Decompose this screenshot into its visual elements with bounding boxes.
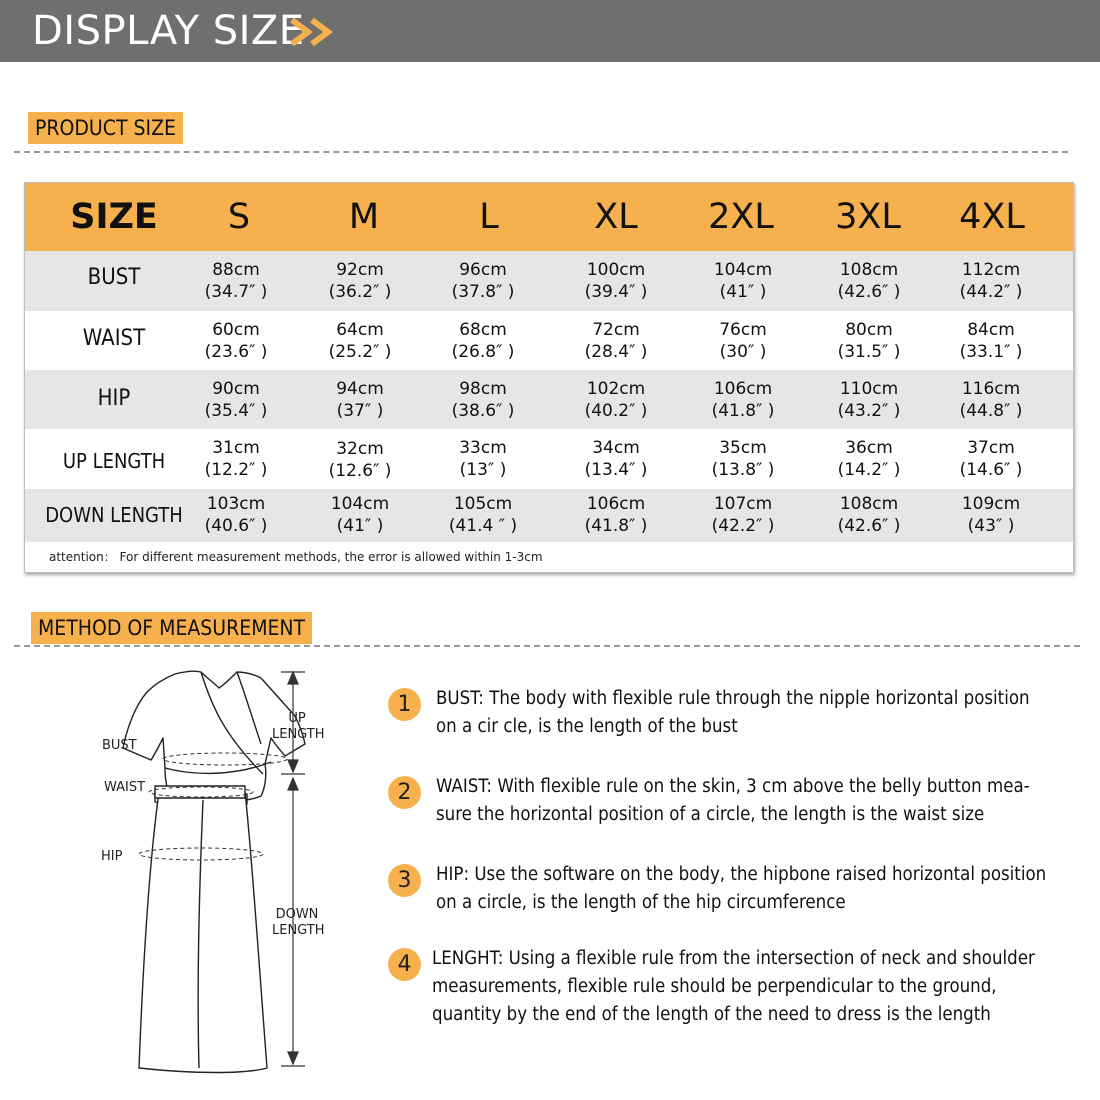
table-row-bust [25, 251, 1073, 311]
figure-label-hip: HIP [101, 849, 123, 864]
table-cell: 88cm (34.7″ ) [204, 260, 268, 302]
method-text: HIP: Use the software on the body, the hipbone raised horizontal position on a circle, is the length of the hip circumference [436, 864, 1047, 913]
table-row-waist [25, 311, 1073, 370]
table-cell: 104cm (41″ ) [330, 494, 390, 536]
size-table [24, 182, 1074, 573]
header-size: SIZE [70, 197, 158, 237]
table-cell: 102cm (40.2″ ) [584, 379, 648, 421]
method-text: BUST: The body with flexible rule through the nipple horizontal position on a cir cle, is the length of the bust [436, 688, 1030, 737]
section-divider [14, 645, 1080, 647]
table-cell: 72cm (28.4″ ) [584, 320, 648, 362]
table-cell: 100cm (39.4″ ) [584, 260, 648, 302]
step-number-badge: 3 [388, 864, 421, 897]
header-l: L [479, 197, 499, 237]
table-cell: 90cm (35.4″ ) [204, 379, 268, 421]
table-cell: 107cm (42.2″ ) [711, 494, 775, 536]
table-cell: 64cm (25.2″ ) [328, 320, 392, 362]
display-size-banner [0, 0, 1100, 62]
header-xl: XL [594, 197, 638, 237]
table-row-hip [25, 370, 1073, 429]
figure-label-bust: BUST [102, 738, 137, 753]
header-4xl: 4XL [959, 197, 1025, 237]
table-cell: 116cm (44.8″ ) [959, 379, 1023, 421]
table-row-up-length [25, 429, 1073, 489]
attention-note: attention： For different measurement methods, the error is allowed within 1-3cm [49, 550, 543, 564]
table-cell: 37cm (14.6″ ) [959, 438, 1023, 480]
header-2xl: 2XL [708, 197, 774, 237]
double-chevron-icon [288, 17, 340, 47]
table-cell: 68cm (26.8″ ) [451, 320, 515, 362]
step-number-badge: 2 [388, 776, 421, 809]
table-cell: 92cm (36.2″ ) [328, 260, 392, 302]
table-cell: 76cm (30″ ) [719, 320, 767, 362]
table-cell: 108cm (42.6″ ) [837, 494, 901, 536]
table-cell: 103cm (40.6″ ) [204, 494, 268, 536]
row-label: WAIST [82, 326, 146, 351]
table-cell: 96cm (37.8″ ) [451, 260, 515, 302]
row-label: HIP [97, 386, 131, 411]
table-cell: 84cm (33.1″ ) [959, 320, 1023, 362]
banner-title: DISPLAY SIZE [32, 8, 305, 54]
method-label: METHOD OF MEASUREMENT [31, 612, 312, 644]
row-label: BUST [87, 265, 141, 290]
figure-label-up-length: UP LENGTH [272, 711, 325, 742]
product-size-label: PRODUCT SIZE [28, 112, 183, 144]
method-text: WAIST: With flexible rule on the skin, 3 cm above the belly button mea- sure the horizontal position of a circle, the length is the waist size [436, 776, 1030, 825]
header-m: M [348, 197, 380, 237]
row-label: UP LENGTH [62, 449, 166, 473]
table-row-down-length [25, 489, 1073, 542]
figure-label-waist: WAIST [104, 780, 146, 795]
size-table-header [25, 183, 1073, 251]
table-cell: 32cm (12.6″ ) [328, 439, 392, 481]
table-cell: 112cm (44.2″ ) [959, 260, 1023, 302]
table-cell: 35cm (13.8″ ) [711, 438, 775, 480]
header-s: S [227, 197, 251, 237]
table-cell: 36cm (14.2″ ) [837, 438, 901, 480]
table-cell: 110cm (43.2″ ) [837, 379, 901, 421]
table-cell: 33cm (13″ ) [459, 438, 507, 480]
table-cell: 106cm (41.8″ ) [584, 494, 648, 536]
row-label: DOWN LENGTH [45, 503, 183, 527]
header-3xl: 3XL [835, 197, 901, 237]
step-number-badge: 4 [388, 948, 421, 981]
table-cell: 106cm (41.8″ ) [711, 379, 775, 421]
step-number-badge: 1 [388, 688, 421, 721]
table-cell: 94cm (37″ ) [336, 379, 384, 421]
method-text: LENGHT: Using a flexible rule from the intersection of neck and shoulder measurements, flexible rule should be perpendicular to the ground, quantity by the end of the length of the need to dress is the length [432, 948, 1035, 1025]
section-divider [14, 151, 1068, 153]
figure-label-down-length: DOWN LENGTH [272, 907, 325, 938]
table-cell: 31cm (12.2″ ) [204, 438, 268, 480]
table-cell: 34cm (13.4″ ) [584, 438, 648, 480]
table-cell: 60cm (23.6″ ) [204, 320, 268, 362]
table-cell: 80cm (31.5″ ) [837, 320, 901, 362]
table-cell: 98cm (38.6″ ) [451, 379, 515, 421]
table-cell: 105cm (41.4 ″ ) [448, 494, 518, 536]
table-cell: 104cm (41″ ) [713, 260, 773, 302]
table-cell: 108cm (42.6″ ) [837, 260, 901, 302]
table-cell: 109cm (43″ ) [961, 494, 1021, 536]
